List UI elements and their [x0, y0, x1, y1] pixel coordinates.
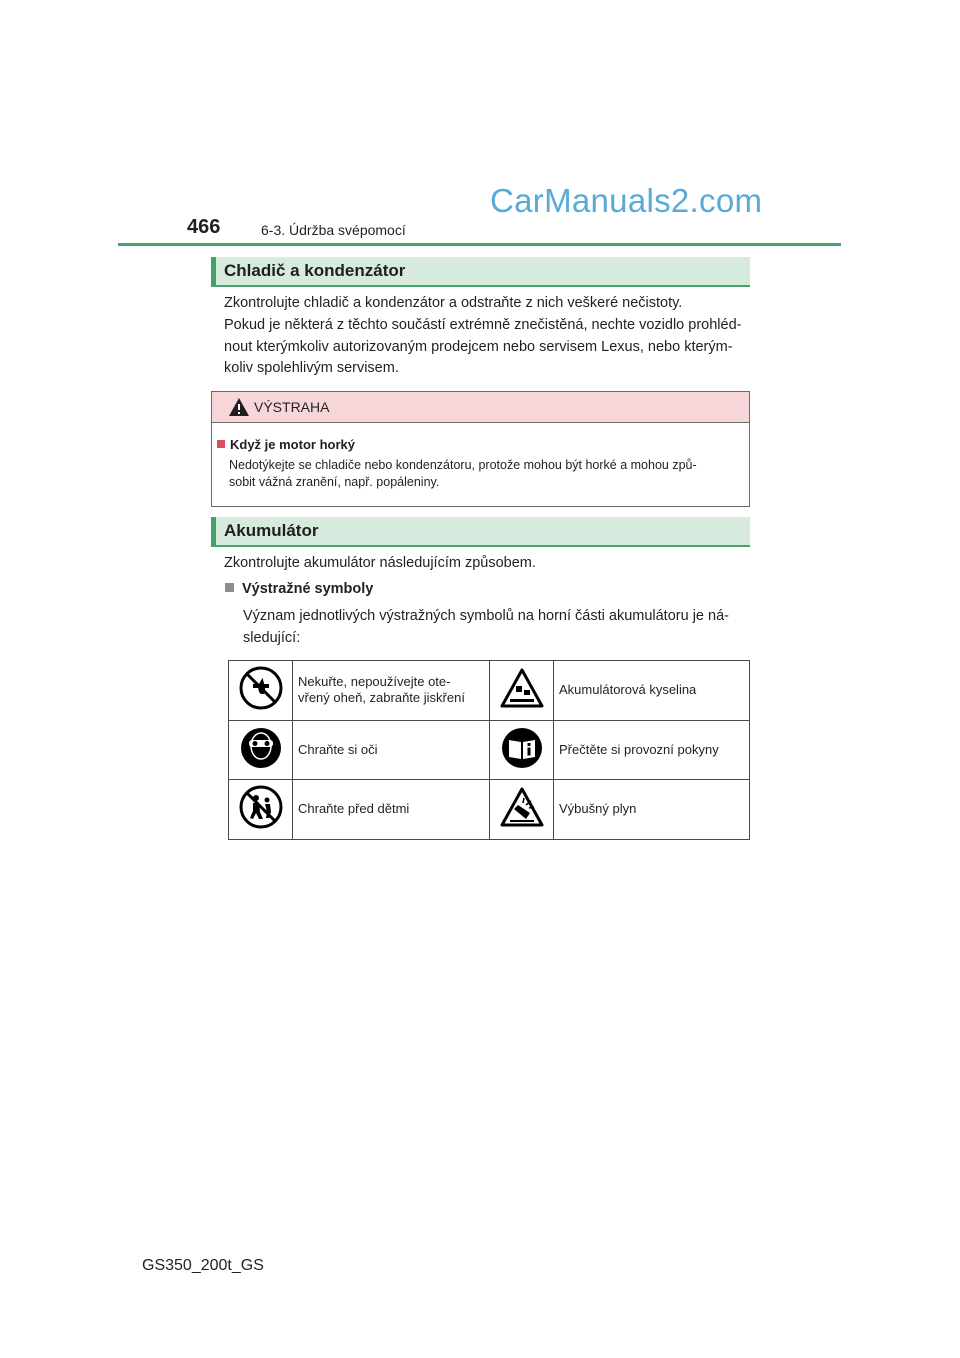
bullet-square-icon [217, 440, 225, 448]
warning-text [229, 457, 744, 490]
symbol-icon-cell [229, 720, 293, 780]
warning-triangle-icon [228, 397, 250, 417]
table-row [229, 720, 750, 780]
manual-icon [500, 726, 544, 770]
bullet-square-icon [225, 583, 234, 592]
page-number: 466 [187, 216, 221, 238]
battery-subheading-text: Výstražné symboly [242, 581, 374, 597]
model-footer: GS350_200t_GS [142, 1257, 264, 1274]
warning-header [212, 392, 749, 423]
table-row [229, 661, 750, 721]
symbol-icon-cell [490, 720, 554, 780]
warning-box [211, 391, 750, 507]
section-title: 6-3. Údržba svépomocí [261, 222, 406, 238]
symbol-icon-cell [490, 661, 554, 721]
symbol-label: Chraňte si oči [293, 720, 490, 780]
radiator-paragraph-2-line-2: nout kterýmkoliv autorizovaným prodejcem nebo servisem Lexus, nebo kterým- [224, 339, 733, 355]
symbol-label-line-2: vřený oheň, zabraňte jiskření [298, 690, 465, 706]
symbols-table [228, 660, 750, 840]
watermark[interactable]: CarManuals2.com [490, 182, 763, 219]
symbol-icon-cell [229, 780, 293, 840]
warning-bullet [217, 437, 355, 452]
symbol-label: Akumulátorová kyselina [554, 661, 750, 721]
battery-intro: Zkontrolujte akumulátor následujícím způsobem. [224, 555, 536, 571]
warning-text-line-1: Nedotýkejte se chladiče nebo kondenzátoru, protože mohou být horké a mohou způ- [229, 458, 697, 472]
symbol-label-line-1: Nekuřte, nepoužívejte ote- [298, 674, 451, 690]
radiator-heading [211, 257, 750, 287]
symbol-label: Chraňte před dětmi [293, 780, 490, 840]
battery-heading [211, 517, 750, 547]
warning-bullet-text: Když je motor horký [230, 437, 355, 452]
symbol-label: Přečtěte si provozní pokyny [554, 720, 750, 780]
warning-text-line-2: sobit vážná zranění, např. popáleniny. [229, 474, 440, 489]
symbol-label [293, 661, 490, 721]
warning-title: VÝSTRAHA [254, 399, 330, 415]
no-fire-icon [239, 666, 283, 710]
acid-icon [500, 668, 544, 708]
battery-subheading [225, 581, 373, 597]
symbol-icon-cell [229, 661, 293, 721]
radiator-paragraph-2-line-1: Pokud je některá z těchto součástí extrémně znečistěná, nechte vozidlo prohléd- [224, 317, 742, 333]
radiator-paragraph-1: Zkontrolujte chladič a kondenzátor a odstraňte z nich veškeré nečistoty. [224, 295, 683, 311]
symbol-label: Výbušný plyn [554, 780, 750, 840]
goggles-icon [239, 726, 283, 770]
radiator-heading-text: Chladič a kondenzátor [224, 261, 406, 280]
battery-desc-line-1: Význam jednotlivých výstražných symbolů na horní části akumulátoru je ná- [243, 608, 729, 624]
battery-desc-line-2: sledující: [243, 630, 301, 646]
battery-heading-text: Akumulátor [224, 521, 319, 540]
radiator-paragraph-2-line-3: koliv spolehlivým servisem. [224, 360, 399, 376]
header-divider [118, 243, 841, 246]
explosive-gas-icon [500, 787, 544, 827]
no-children-icon [239, 785, 283, 829]
table-row [229, 780, 750, 840]
symbol-icon-cell [490, 780, 554, 840]
